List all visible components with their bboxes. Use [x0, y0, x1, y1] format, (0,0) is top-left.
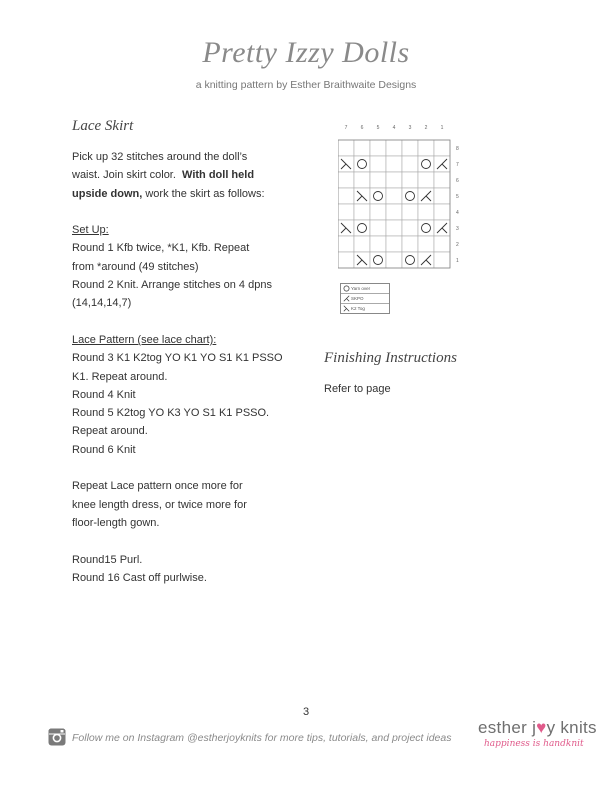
logo-text-start: esther j: [478, 718, 537, 737]
page-subtitle: a knitting pattern by Esther Braithwaite Designs: [195, 79, 417, 91]
chart-row-label: 8: [456, 146, 459, 152]
legend-item: [341, 304, 389, 313]
chart-cell: [370, 252, 386, 268]
chart-cell: [386, 204, 402, 220]
chart-cell: [418, 172, 434, 188]
chart-legend: [340, 283, 390, 314]
lace-skirt-instructions: [72, 148, 312, 587]
chart-cell: [370, 204, 386, 220]
brand-logo: [478, 718, 598, 749]
repeat-line: floor-length gown.: [72, 516, 160, 529]
lace-skirt-section: [72, 118, 312, 587]
page-number: 3: [302, 706, 310, 718]
chart-cell: [418, 156, 434, 172]
chart-cell: [402, 220, 418, 236]
chart-column-label: 3: [408, 125, 412, 131]
logo-tagline: happiness is handknit: [484, 739, 584, 749]
footer-instagram-text: Follow me on Instagram @estherjoyknits for more tips, tutorials, and project ideas: [72, 732, 452, 744]
chart-cell: [434, 172, 450, 188]
lace-line: K1. Repeat around.: [72, 370, 168, 383]
chart-column-label: 7: [344, 125, 348, 131]
page-title: Pretty Izzy Dolls: [202, 36, 410, 69]
chart-cell: [386, 172, 402, 188]
chart-cell: [402, 140, 418, 156]
repeat-line: Repeat Lace pattern once more for: [72, 480, 243, 493]
chart-cell: [386, 188, 402, 204]
chart-cell: [386, 220, 402, 236]
chart-cell: [370, 188, 386, 204]
lace-pattern-heading: Lace Pattern (see lace chart):: [72, 333, 217, 346]
chart-cell: [386, 236, 402, 252]
chart-row-label: 1: [456, 258, 459, 264]
setup-line: from *around (49 stitches): [72, 260, 199, 273]
k2tog-icon: [341, 305, 351, 312]
chart-cell: [402, 252, 418, 268]
chart-cell: [434, 204, 450, 220]
chart-cell: [386, 252, 402, 268]
logo-text-end: y knits: [546, 718, 597, 737]
chart-cell: [370, 140, 386, 156]
chart-column-label: 2: [424, 125, 428, 131]
instagram-icon[interactable]: [48, 728, 66, 746]
finishing-text: Refer to page: [324, 383, 391, 395]
lace-line: Round 6 Knit: [72, 443, 136, 456]
chart-cell: [338, 252, 354, 268]
skpo-icon: [341, 295, 351, 302]
final-line: Round 16 Cast off purlwise.: [72, 571, 207, 584]
chart-cell: [354, 172, 370, 188]
chart-row-label: 2: [456, 242, 459, 248]
chart-column-label: 6: [360, 125, 364, 131]
lace-line: Round 3 K1 K2tog YO K1 YO S1 K1 PSSO: [72, 352, 283, 365]
chart-cell: [418, 220, 434, 236]
intro-bold-2: upside down,: [72, 187, 143, 200]
repeat-line: knee length dress, or twice more for: [72, 498, 247, 511]
intro-line-1: Pick up 32 stitches around the doll’s: [72, 151, 248, 163]
lace-chart: [338, 120, 470, 276]
chart-cell: [434, 188, 450, 204]
chart-cell: [402, 204, 418, 220]
chart-cell: [370, 236, 386, 252]
chart-cell: [402, 172, 418, 188]
intro-text-2: waist. Join skirt color.: [72, 169, 176, 182]
intro-bold-1: With doll held: [182, 169, 255, 182]
chart-cell: [418, 140, 434, 156]
chart-cell: [402, 156, 418, 172]
chart-cell: [338, 236, 354, 252]
setup-line: Round 1 Kfb twice, *K1, Kfb. Repeat: [72, 242, 250, 255]
chart-row-label: 4: [456, 210, 459, 216]
chart-cell: [418, 236, 434, 252]
setup-line: Round 2 Knit. Arrange stitches on 4 dpns: [72, 279, 272, 292]
legend-label: Yarn over: [351, 286, 371, 291]
legend-label: K2 Tog: [351, 306, 365, 311]
legend-label: SKPO: [351, 296, 364, 301]
finishing-section: [324, 350, 544, 398]
chart-cell: [402, 188, 418, 204]
heart-icon: ♥: [536, 718, 547, 737]
chart-cell: [338, 204, 354, 220]
chart-row-label: 5: [456, 194, 459, 200]
chart-cell: [402, 236, 418, 252]
setup-line: (14,14,14,7): [72, 297, 132, 310]
chart-column-label: 1: [440, 125, 444, 131]
chart-cell: [370, 156, 386, 172]
legend-item: [341, 294, 389, 304]
chart-cell: [354, 156, 370, 172]
chart-cell: [434, 252, 450, 268]
setup-heading: Set Up:: [72, 224, 109, 237]
chart-row-label: 3: [456, 226, 459, 232]
lace-line: Round 5 K2tog YO K3 YO S1 K1 PSSO.: [72, 407, 270, 420]
chart-cell: [434, 236, 450, 252]
chart-cell: [354, 140, 370, 156]
chart-cell: [434, 140, 450, 156]
intro-line-2: [72, 166, 312, 184]
legend-item: [341, 284, 389, 294]
chart-cell: [386, 140, 402, 156]
intro-line-3: [72, 185, 312, 203]
lace-skirt-heading: Lace Skirt: [72, 118, 134, 134]
intro-text-3: work the skirt as follows:: [145, 187, 265, 200]
chart-cell: [386, 156, 402, 172]
chart-row-label: 6: [456, 178, 459, 184]
lace-line: Repeat around.: [72, 425, 148, 438]
chart-cell: [338, 188, 354, 204]
chart-cell: [338, 140, 354, 156]
yo-icon: [341, 285, 351, 292]
chart-cell: [370, 220, 386, 236]
final-line: Round15 Purl.: [72, 553, 143, 566]
chart-cell: [354, 220, 370, 236]
chart-cell: [418, 204, 434, 220]
logo-wordmark: [478, 718, 598, 738]
chart-cell: [338, 172, 354, 188]
chart-row-label: 7: [456, 162, 459, 168]
lace-line: Round 4 Knit: [72, 388, 136, 401]
chart-cell: [354, 236, 370, 252]
chart-cell: [354, 204, 370, 220]
finishing-heading: Finishing Instructions: [324, 350, 457, 366]
chart-column-label: 5: [376, 125, 380, 131]
chart-column-label: 4: [392, 125, 396, 131]
chart-cell: [370, 172, 386, 188]
